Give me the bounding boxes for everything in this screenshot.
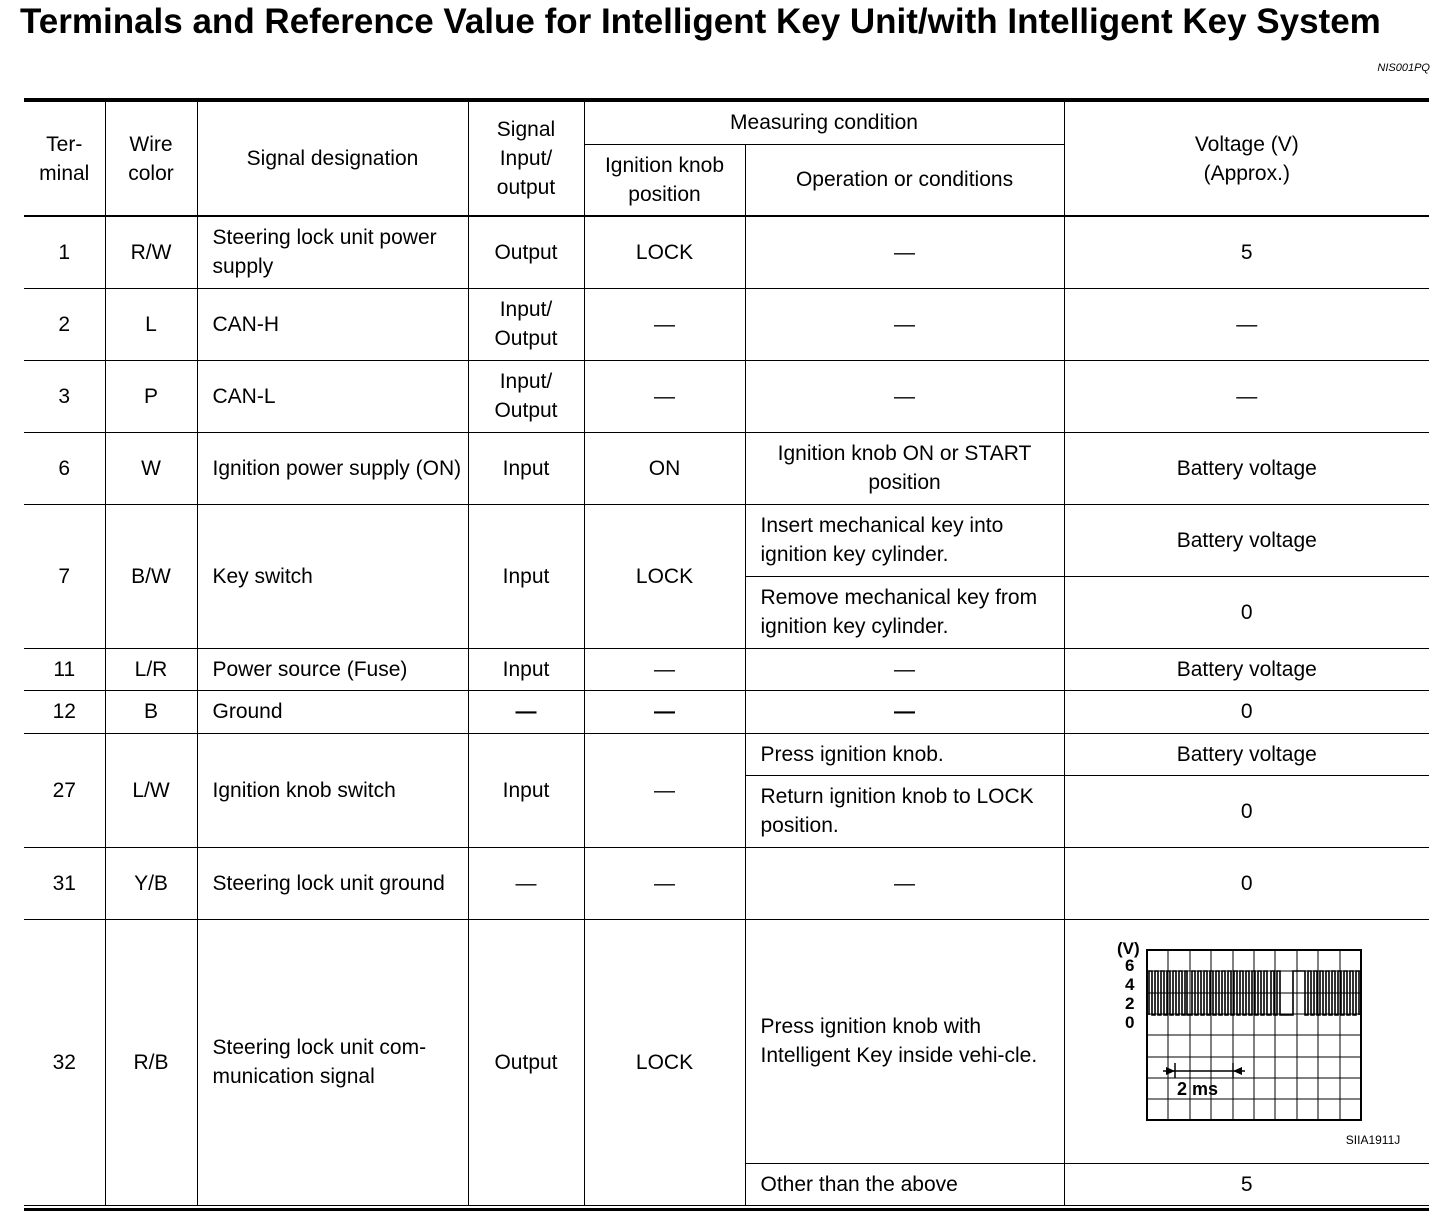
signal-designation-cell: Ignition power supply (ON) (197, 432, 468, 504)
operation-cell: — (745, 847, 1064, 919)
voltage-cell: 5 (1064, 1163, 1429, 1205)
operation-cell: — (745, 216, 1064, 288)
signal-designation-cell: CAN-L (197, 360, 468, 432)
voltage-cell: 5 (1064, 216, 1429, 288)
signal-io-cell: Input (468, 504, 584, 648)
table-row (24, 432, 1429, 504)
page-title: Terminals and Reference Value for Intelligent Key Unit/with Intelligent Key System (20, 2, 1381, 41)
wire-color-cell: L/R (105, 648, 197, 690)
voltage-cell: Battery voltage (1064, 504, 1429, 576)
signal-designation-cell: Ignition knob switch (197, 733, 468, 847)
voltage-cell: Battery voltage (1064, 648, 1429, 690)
terminal-cell: 27 (24, 733, 105, 847)
table-header (24, 102, 1429, 216)
voltage-cell: 0 (1064, 775, 1429, 847)
table-row (24, 216, 1429, 288)
terminal-cell: 32 (24, 919, 105, 1205)
wire-color-cell: Y/B (105, 847, 197, 919)
voltage-cell: Battery voltage (1064, 432, 1429, 504)
signal-designation-cell: Steering lock unit power supply (197, 216, 468, 288)
signal-io-cell: Output (468, 919, 584, 1205)
waveform-unit-label: (V) (1117, 939, 1140, 958)
voltage-cell: 0 (1064, 847, 1429, 919)
voltage-cell: 0 (1064, 690, 1429, 733)
waveform-y-tick: 0 (1125, 1013, 1135, 1032)
wire-color-cell: B/W (105, 504, 197, 648)
terminal-cell: 12 (24, 690, 105, 733)
ignition-knob-cell: — (584, 360, 745, 432)
ignition-knob-cell: LOCK (584, 216, 745, 288)
signal-io-cell: Output (468, 216, 584, 288)
table-row (24, 919, 1429, 1163)
ignition-knob-cell: — (584, 847, 745, 919)
header-voltage: Voltage (V) (Approx.) (1064, 102, 1429, 216)
waveform-oscilloscope (1115, 935, 1365, 1125)
wire-color-cell: P (105, 360, 197, 432)
signal-io-cell: Input/ Output (468, 360, 584, 432)
ignition-knob-cell: LOCK (584, 504, 745, 648)
terminal-cell: 31 (24, 847, 105, 919)
signal-io-cell: Input (468, 432, 584, 504)
signal-io-cell: Input/ Output (468, 288, 584, 360)
table-row (24, 504, 1429, 576)
table-body (24, 216, 1429, 1205)
table-row (24, 360, 1429, 432)
operation-cell: Return ignition knob to LOCK position. (745, 775, 1064, 847)
wire-color-cell: W (105, 432, 197, 504)
ignition-knob-cell: — (584, 733, 745, 847)
signal-designation-cell: Steering lock unit com-munication signal (197, 919, 468, 1205)
terminal-cell: 11 (24, 648, 105, 690)
header-wire-color: Wire color (105, 102, 197, 216)
terminal-cell: 6 (24, 432, 105, 504)
ignition-knob-cell: LOCK (584, 919, 745, 1205)
ignition-knob-cell: — (584, 690, 745, 733)
terminal-cell: 7 (24, 504, 105, 648)
operation-cell: — (745, 360, 1064, 432)
wire-color-cell: L (105, 288, 197, 360)
header-signal-io: Signal Input/ output (468, 102, 584, 216)
voltage-cell: — (1064, 360, 1429, 432)
time-scale-label: 2 ms (1177, 1079, 1219, 1099)
operation-cell: Press ignition knob with Intelligent Key inside vehi-cle. (745, 919, 1064, 1163)
terminal-reference-table (24, 102, 1429, 1206)
operation-cell: — (745, 648, 1064, 690)
header-ignition-knob-position: Ignition knob position (584, 144, 745, 216)
voltage-cell: Battery voltage (1064, 733, 1429, 775)
header-measuring-condition: Measuring condition (584, 102, 1064, 144)
voltage-cell: — (1064, 288, 1429, 360)
operation-cell: Press ignition knob. (745, 733, 1064, 775)
wire-color-cell: L/W (105, 733, 197, 847)
signal-designation-cell: Steering lock unit ground (197, 847, 468, 919)
signal-designation-cell: CAN-H (197, 288, 468, 360)
voltage-cell: 0 (1064, 576, 1429, 648)
signal-io-cell: Input (468, 648, 584, 690)
waveform-y-tick: 2 (1125, 994, 1135, 1013)
header-operation-conditions: Operation or conditions (745, 144, 1064, 216)
operation-cell: — (745, 690, 1064, 733)
bottom-rule (24, 1208, 1429, 1211)
table-row (24, 733, 1429, 775)
waveform-figure (1065, 921, 1428, 1161)
waveform-cell (1064, 919, 1429, 1163)
ignition-knob-cell: — (584, 648, 745, 690)
header-signal-designation: Signal designation (197, 102, 468, 216)
operation-cell: Remove mechanical key from ignition key cylinder. (745, 576, 1064, 648)
operation-cell: Ignition knob ON or START position (745, 432, 1064, 504)
table-row (24, 288, 1429, 360)
wire-color-cell: R/W (105, 216, 197, 288)
wire-color-cell: B (105, 690, 197, 733)
ignition-knob-cell: ON (584, 432, 745, 504)
waveform-y-tick: 6 (1125, 956, 1135, 975)
signal-designation-cell: Ground (197, 690, 468, 733)
terminal-cell: 3 (24, 360, 105, 432)
signal-designation-cell: Power source (Fuse) (197, 648, 468, 690)
waveform-y-tick: 4 (1125, 975, 1135, 994)
table-row (24, 690, 1429, 733)
signal-io-cell: — (468, 847, 584, 919)
table-row (24, 648, 1429, 690)
terminal-cell: 2 (24, 288, 105, 360)
header-terminal: Ter- minal (24, 102, 105, 216)
signal-designation-cell: Key switch (197, 504, 468, 648)
table-row (24, 847, 1429, 919)
time-scale-marker (1163, 1063, 1245, 1078)
wire-color-cell: R/B (105, 919, 197, 1205)
operation-cell: Other than the above (745, 1163, 1064, 1205)
signal-io-cell: Input (468, 733, 584, 847)
document-id: NIS001PQ (1377, 62, 1430, 74)
operation-cell: — (745, 288, 1064, 360)
terminal-cell: 1 (24, 216, 105, 288)
ignition-knob-cell: — (584, 288, 745, 360)
operation-cell: Insert mechanical key into ignition key cylinder. (745, 504, 1064, 576)
signal-io-cell: — (468, 690, 584, 733)
figure-code: SIIA1911J (1345, 1133, 1401, 1147)
